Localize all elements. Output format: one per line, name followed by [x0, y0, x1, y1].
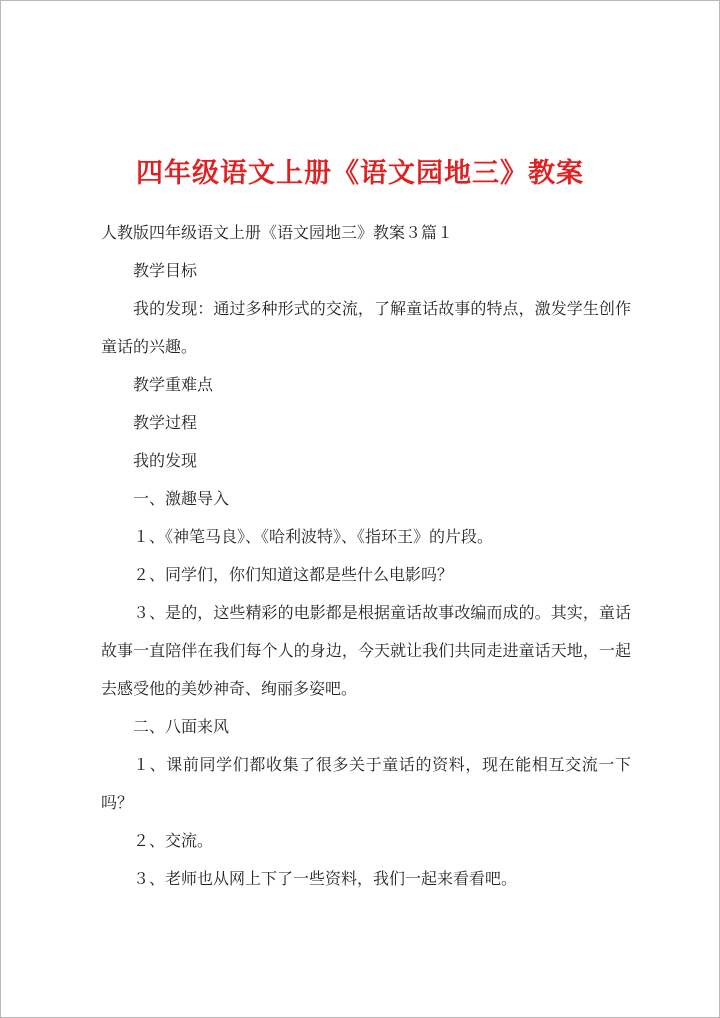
step-heading-intro: 一、激趣导入 [133, 489, 230, 508]
list-item-6: ３、老师也从网上下了一些资料，我们一起来看看吧。 [133, 869, 518, 888]
subtitle-paragraph: 人教版四年级语文上册《语文园地三》教案３篇１ [101, 223, 454, 242]
section-heading-key-difficulties: 教学重难点 [133, 375, 214, 394]
paragraph-discovery-goal: 我的发现：通过多种形式的交流，了解童话故事的特点，激发学生创作童话的兴趣。 [101, 299, 631, 356]
section-heading-my-discovery: 我的发现 [133, 451, 198, 470]
list-item-4: １、课前同学们都收集了很多关于童话的资料，现在能相互交流一下吗？ [101, 755, 631, 812]
list-item-5: ２、交流。 [133, 831, 214, 850]
list-item-2: ２、同学们，你们知道这都是些什么电影吗？ [133, 565, 454, 584]
section-heading-teaching-process: 教学过程 [133, 413, 198, 432]
step-heading-exchange: 二、八面来风 [133, 717, 230, 736]
document-body [101, 214, 631, 898]
list-item-3: ３、是的，这些精彩的电影都是根据童话故事改编而成的。其实，童话故事一直陪伴在我们每个人的身边，今天就让我们共同走进童话天地，一起去感受他的美妙神奇、绚丽多姿吧。 [101, 603, 631, 698]
list-item-1: １、《神笔马良》、《哈利波特》、《指环王》的片段。 [133, 527, 494, 546]
section-heading-teaching-goals: 教学目标 [133, 261, 198, 280]
document-title: 四年级语文上册《语文园地三》教案 [136, 158, 584, 189]
